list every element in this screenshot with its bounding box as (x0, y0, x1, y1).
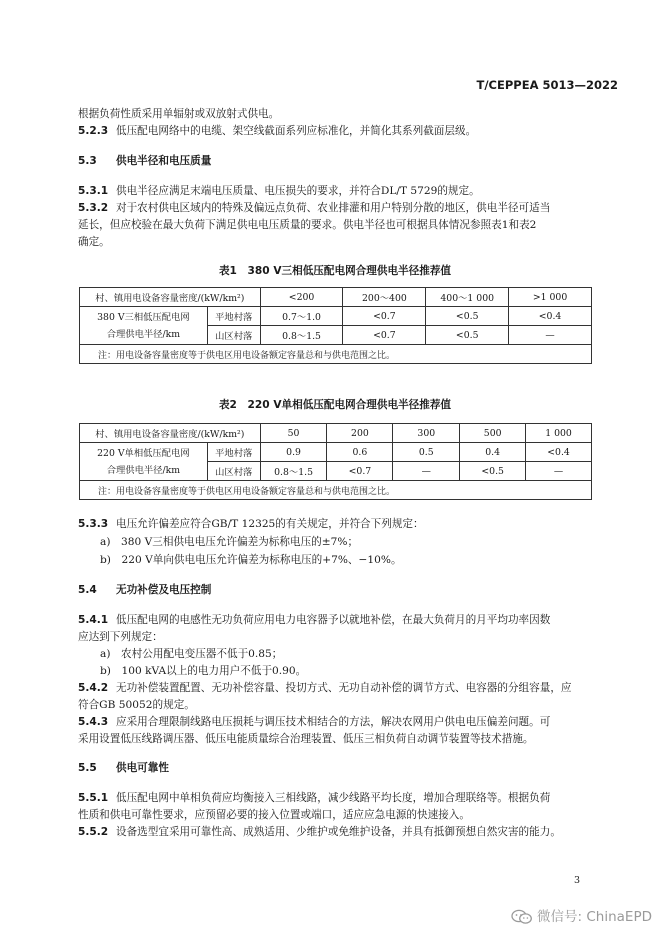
table2-caption: 表2 220 V单相低压配电网合理供电半径推荐值 (218, 399, 452, 411)
table-cell: <0.5 (426, 326, 509, 345)
section-number: 5.5 (78, 762, 97, 774)
table-cell: <0.7 (327, 462, 393, 481)
table1-column-header: >1 000 (509, 288, 592, 307)
paragraph-line: 应达到下列规定： (78, 631, 163, 643)
wechat-watermark (511, 905, 652, 925)
section-5-3-heading (78, 153, 598, 170)
list-item: b) 220 V单向供电电压允许偏差为标称电压的+7%、−10%。 (100, 554, 402, 566)
table2-row-name: 山区村落 (207, 462, 260, 481)
table-cell: — (526, 462, 592, 481)
clause-text: 设备选型宜采用可靠性高、成熟适用、少维护或免维护设备，并具有抵御预想自然灾害的能力。 (116, 826, 561, 838)
paragraph-line: 延长，但应校验在最大负荷下满足供电电压质量的要求。供电半径也可根据具体情况参照表1和表2 (78, 219, 537, 231)
clause-number: 5.3.2 (78, 202, 109, 214)
clause-5-2-3 (78, 123, 598, 140)
clause-5-5-2 (78, 824, 598, 841)
wechat-icon (511, 909, 533, 925)
paragraph-line: 根据负荷性质采用单辐射或双放射式供电。 (78, 108, 280, 120)
table-cell: <0.4 (509, 307, 592, 326)
clause-text: 低压配电网的电感性无功负荷应用电力电容器予以就地补偿，在最大负荷月的月平均功率因数 (116, 614, 551, 626)
table1-note: 注：用电设备容量密度等于供电区用电设备额定容量总和与供电范围之比。 (80, 345, 592, 364)
table-cell: 0.5 (393, 443, 460, 462)
clause-number: 5.5.1 (78, 792, 109, 804)
list-item: a) 农村公用配电变压器不低于0.85； (100, 648, 283, 660)
table2 (79, 423, 592, 500)
table2-row-label (80, 443, 208, 481)
table-cell: <0.7 (343, 307, 426, 326)
table-cell: 0.8～1.5 (260, 326, 343, 345)
row-label-line: 合理供电半径/km (106, 464, 181, 476)
table-cell: — (509, 326, 592, 345)
table-cell: <0.7 (343, 326, 426, 345)
table-cell: 0.7～1.0 (260, 307, 343, 326)
section-title: 供电可靠性 (116, 762, 169, 774)
table2-column-header: 300 (393, 424, 460, 443)
table2-column-header: 500 (460, 424, 526, 443)
section-title: 无功补偿及电压控制 (116, 584, 212, 596)
paragraph-line: 性质和供电可靠性要求，应预留必要的接入位置或端口，适应应急电源的快速接入。 (78, 809, 470, 821)
row-label-line: 220 V单相低压配电网 (97, 447, 190, 459)
paragraph-line: 确定。 (78, 236, 110, 248)
clause-number: 5.2.3 (78, 125, 109, 137)
standard-number: T/CEPPEA 5013—2022 (476, 78, 618, 92)
watermark-text: 微信号: ChinaEPD (537, 909, 652, 925)
table-cell: 0.6 (327, 443, 393, 462)
section-5-4-heading (78, 582, 598, 599)
table2-row-name: 平地村落 (207, 443, 260, 462)
section-title: 供电半径和电压质量 (116, 155, 212, 167)
clause-number: 5.4.3 (78, 716, 109, 728)
table-cell: <0.5 (460, 462, 526, 481)
table1-header-label: 村、镇用电设备容量密度/(kW/km²) (80, 288, 261, 307)
table1-row-label (80, 307, 208, 345)
clause-text: 无功补偿装置配置、无功补偿容量、投切方式、无功自动补偿的调节方式、电容器的分组容量，应 (116, 682, 572, 694)
clause-text: 低压配电网中单相负荷应均衡接入三相线路，减少线路平均长度，增加合理联络等。根据负荷 (116, 792, 551, 804)
clause-5-3-2 (78, 200, 598, 217)
clause-5-4-1 (78, 612, 598, 629)
list-item: b) 100 kVA以上的电力用户不低于0.90。 (100, 665, 307, 677)
clause-text: 电压允许偏差应符合GB/T 12325的有关规定，并符合下列规定： (116, 518, 424, 530)
clause-text: 低压配电网络中的电缆、架空线截面系列应标准化，并简化其系列截面层级。 (116, 125, 477, 137)
clause-text: 供电半径应满足末端电压质量、电压损失的要求，并符合DL/T 5729的规定。 (116, 185, 480, 197)
table2-note: 注：用电设备容量密度等于供电区用电设备额定容量总和与供电范围之比。 (80, 481, 592, 500)
clause-number: 5.4.1 (78, 614, 109, 626)
row-label-line: 合理供电半径/km (106, 328, 181, 340)
table1-caption: 表1 380 V三相低压配电网合理供电半径推荐值 (218, 265, 452, 277)
clause-5-4-2 (78, 680, 598, 697)
clause-number: 5.3.3 (78, 518, 109, 530)
clause-text: 应采用合理限制线路电压损耗与调压技术相结合的方法，解决农网用户供电电压偏差问题。可 (116, 716, 551, 728)
clause-5-4-3 (78, 714, 598, 731)
paragraph-line: 符合GB 50052的规定。 (78, 699, 195, 711)
table-cell: 0.8～1.5 (260, 462, 327, 481)
clause-5-5-1 (78, 790, 598, 807)
table2-header-label: 村、镇用电设备容量密度/(kW/km²) (80, 424, 261, 443)
table-cell: <0.4 (526, 443, 592, 462)
table1-column-header: 400～1 000 (426, 288, 509, 307)
table1 (79, 287, 592, 364)
table-cell: <0.5 (426, 307, 509, 326)
clause-number: 5.5.2 (78, 826, 109, 838)
table1-row-name: 山区村落 (207, 326, 260, 345)
clause-number: 5.4.2 (78, 682, 109, 694)
section-number: 5.4 (78, 584, 97, 596)
section-5-5-heading (78, 760, 598, 777)
table-cell: 0.4 (460, 443, 526, 462)
table1-row-name: 平地村落 (207, 307, 260, 326)
clause-number: 5.3.1 (78, 185, 109, 197)
row-label-line: 380 V三相低压配电网 (97, 311, 190, 323)
table-cell: — (393, 462, 460, 481)
clause-text: 对于农村供电区域内的特殊及偏远点负荷、农业排灌和用户特别分散的地区，供电半径可适当 (116, 202, 551, 214)
clause-5-3-3 (78, 516, 598, 533)
list-item: a) 380 V三相供电电压允许偏差为标称电压的±7%； (100, 536, 359, 548)
table1-column-header: <200 (260, 288, 343, 307)
table-cell: 0.9 (260, 443, 327, 462)
table2-column-header: 1 000 (526, 424, 592, 443)
clause-5-3-1 (78, 183, 598, 200)
table1-column-header: 200～400 (343, 288, 426, 307)
section-number: 5.3 (78, 155, 97, 167)
paragraph-line: 采用设置低压线路调压器、低压电能质量综合治理装置、低压三相负荷自动调节装置等技术措施。 (78, 733, 534, 745)
table2-column-header: 200 (327, 424, 393, 443)
page-number: 3 (573, 875, 580, 886)
table2-column-header: 50 (260, 424, 327, 443)
